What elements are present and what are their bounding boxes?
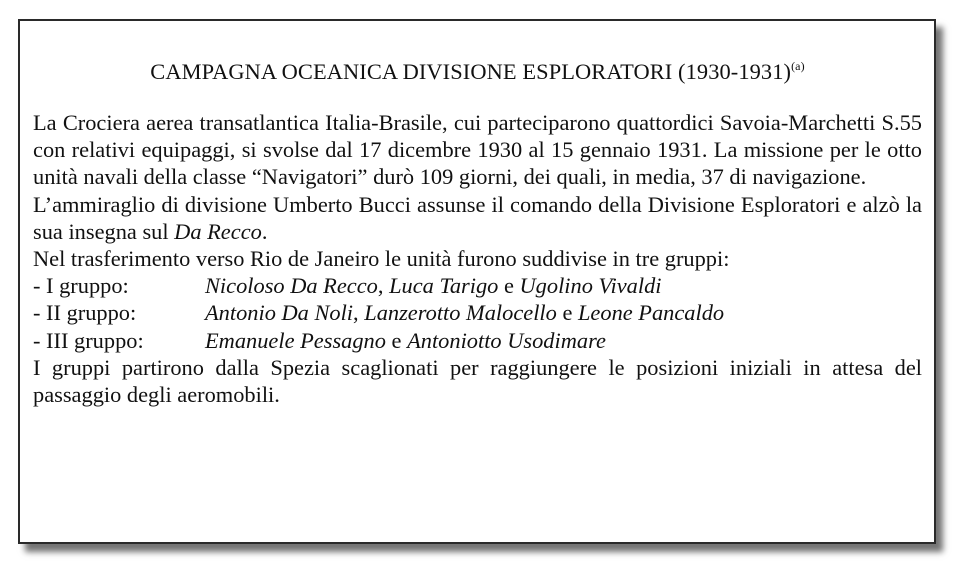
paragraph-partenza: I gruppi partirono dalla Spezia scaglionati per raggiungere le posizioni iniziali in attesa del passaggio degli aeromobili. (33, 354, 922, 408)
group-ships (205, 299, 724, 326)
ship-name: Da Recco (174, 218, 262, 244)
paragraph-ammiraglio-text: L’ammiraglio di divisione Umberto Bucci assunse il comando della Divisione Esploratori e alzò la sua insegna sul (33, 191, 922, 244)
group-label: - I gruppo: (33, 273, 129, 299)
title-text: CAMPAGNA OCEANICA DIVISIONE ESPLORATORI (1930-1931) (150, 59, 792, 84)
ship-name: Emanuele Pessagno (205, 327, 386, 353)
text-box (18, 19, 936, 544)
ship-name: Nicoloso Da Recco (205, 273, 378, 299)
separator: e (498, 273, 520, 299)
paragraph-trasferimento: Nel trasferimento verso Rio de Janeiro le unità furono suddivise in tre gruppi: (33, 246, 730, 272)
title-footnote-marker: (a) (791, 59, 805, 73)
group-ships (205, 272, 662, 299)
ship-name: Luca Tarigo (389, 273, 499, 299)
ship-name: Antoniotto Usodimare (407, 327, 606, 353)
separator: , (377, 273, 390, 299)
period: . (261, 218, 268, 244)
group-row-3 (33, 327, 922, 354)
paragraph-crociera: La Crociera aerea transatlantica Italia-Brasile, cui parteciparono quattordici Savoia-Marchetti S.55 con relativi equipaggi, si svolse dal 17 dicembre 1930 al 15 gennaio 1931. La missione per le otto unità navali della classe “Navigatori” durò 109 giorni, dei quali, in media, 37 di navigazione. (33, 110, 922, 190)
page-title (33, 57, 922, 87)
group-label: - II gruppo: (33, 300, 137, 326)
group-ships (205, 327, 606, 354)
ship-name: Lanzerotto Malocello (364, 300, 557, 326)
group-row-1 (33, 272, 922, 299)
separator: e (556, 300, 578, 326)
group-label: - III gruppo: (33, 327, 144, 353)
ship-name: Antonio Da Noli (205, 300, 354, 326)
text-box-content (33, 21, 922, 408)
body-text (33, 109, 922, 408)
ship-name: Ugolino Vivaldi (519, 273, 662, 299)
paragraph-ammiraglio (33, 191, 922, 245)
group-row-2 (33, 299, 922, 326)
separator: , (353, 300, 365, 326)
ship-name: Leone Pancaldo (577, 300, 725, 326)
separator: e (385, 327, 408, 353)
